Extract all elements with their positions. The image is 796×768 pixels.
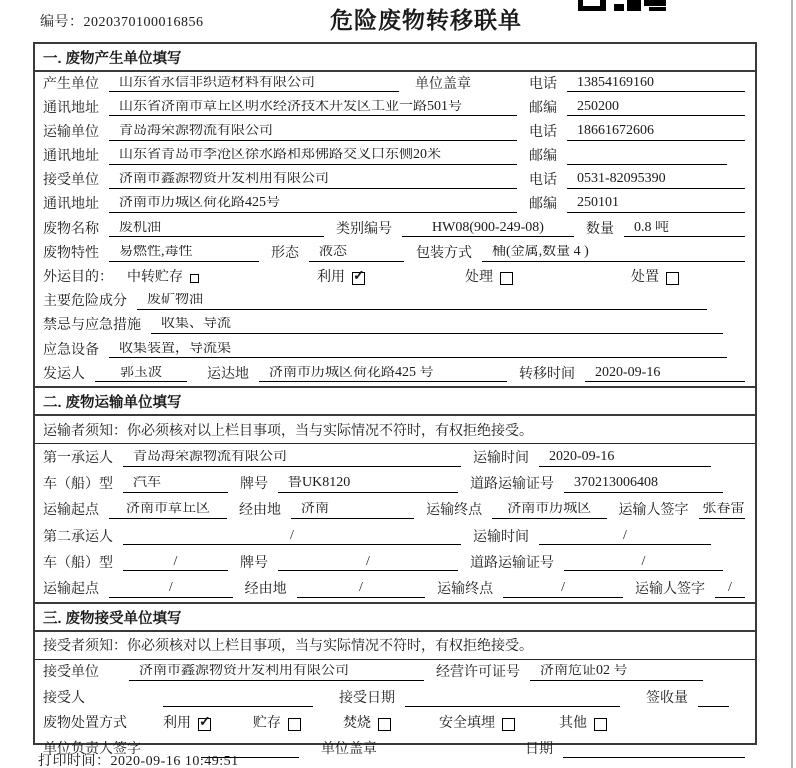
field-label: 邮编 <box>529 100 557 116</box>
field-label: 道路运输证号 <box>470 477 554 493</box>
field-label: 经由地 <box>239 503 282 519</box>
checkbox-label: 其他 <box>559 716 587 732</box>
checkbox-option <box>631 271 679 286</box>
fill-in-field: 青岛海荣源物流有限公司 <box>109 124 517 141</box>
checkbox-label: 中转贮存 <box>127 270 183 285</box>
form-row <box>35 549 755 575</box>
field-label: 电话 <box>529 173 557 189</box>
field-label: 接受日期 <box>339 690 395 706</box>
fill-in-field: 济南市鑫源物资开发利用有限公司 <box>109 172 517 189</box>
fill-in-field: 汽车 <box>123 476 228 493</box>
serial-number: 2020370100016856 <box>83 15 204 30</box>
section-note-text: 接受者须知：你必须核对以上栏目事项，当与实际情况不符时，有权拒绝接受。 <box>43 639 533 655</box>
serial-label: 编号： <box>40 15 84 30</box>
form-row <box>35 266 755 290</box>
form-row <box>35 120 755 144</box>
field-label: 禁忌与应急措施 <box>43 318 141 334</box>
field-label: 经由地 <box>244 581 287 597</box>
form-row <box>35 497 755 523</box>
field-label: 车（船）型 <box>43 555 113 571</box>
field-label: 数量 <box>586 221 614 237</box>
checkbox-unchecked-icon <box>502 718 515 731</box>
fill-in-field: 收集装置，导流渠 <box>109 342 727 359</box>
section-note-text: 运输者须知：你必须核对以上栏目事项，当与实际情况不符时，有权拒绝接受。 <box>43 423 533 439</box>
fill-in-field: / <box>123 555 228 572</box>
checkbox-label: 处置 <box>631 270 659 285</box>
form-row <box>35 290 755 314</box>
static-text: 单位盖章 <box>415 76 471 92</box>
fill-in-field: / <box>109 581 233 598</box>
fill-in-field: 0531-82095390 <box>567 172 745 189</box>
field-label: 车（船）型 <box>43 477 113 493</box>
checkbox-option <box>559 717 607 732</box>
field-label: 运输起点 <box>43 581 99 597</box>
fill-in-field <box>698 690 729 707</box>
section-note <box>35 632 755 660</box>
checkbox-label: 焚烧 <box>343 716 371 732</box>
field-label: 外运目的： <box>43 270 113 285</box>
form-row <box>35 338 755 362</box>
fill-in-field: 收集、导流 <box>151 317 723 334</box>
fill-in-field <box>405 690 620 707</box>
field-label: 转移时间 <box>519 366 575 382</box>
checkbox-option <box>253 717 301 732</box>
form-row <box>35 96 755 120</box>
form-row <box>35 314 755 338</box>
field-label: 运输终点 <box>426 503 483 519</box>
fill-in-field: 废矿物油 <box>137 293 707 310</box>
field-label: 日期 <box>525 741 553 757</box>
field-label: 邮编 <box>529 149 557 165</box>
field-label: 运输时间 <box>473 529 529 545</box>
form-row <box>35 575 755 601</box>
form-row <box>35 711 755 737</box>
form-row <box>35 145 755 169</box>
form-row <box>35 471 755 497</box>
field-label: 运输单位 <box>43 124 99 140</box>
form-row <box>35 660 755 686</box>
field-label: 废物名称 <box>43 221 99 237</box>
fill-in-field: 济南市历城区 <box>492 502 606 519</box>
checkbox-unchecked-icon <box>594 718 607 731</box>
fill-in-field: 青岛海荣源物流有限公司 <box>123 450 461 467</box>
fill-in-field: 0.8 吨 <box>624 221 745 238</box>
fill-in-field: 济南市历城区荷花路425号 <box>109 196 517 213</box>
page-edge-line <box>791 0 793 768</box>
checkbox-unchecked-icon <box>190 274 199 283</box>
checkbox-label: 贮存 <box>253 716 281 732</box>
field-label: 接受人 <box>43 690 85 706</box>
field-label: 运输人签字 <box>618 503 689 519</box>
checkbox-checked-icon <box>352 272 365 285</box>
serial-number-line <box>40 11 204 31</box>
fill-in-field: 郭玉波 <box>95 366 187 383</box>
fill-in-field <box>563 741 745 758</box>
fill-in-field: / <box>539 529 711 546</box>
fill-in-field: 济南危证02 号 <box>530 664 703 681</box>
checkbox-option <box>465 271 513 286</box>
qr-code-fragment-icon <box>578 0 670 12</box>
fill-in-field: 济南 <box>291 502 414 519</box>
fill-in-field: 张春雷 <box>699 502 746 519</box>
fill-in-field: 鲁UK8120 <box>278 476 458 493</box>
field-label: 应急设备 <box>43 342 99 358</box>
field-label: 道路运输证号 <box>470 555 554 571</box>
field-label: 通讯地址 <box>43 197 99 213</box>
fill-in-field: / <box>123 529 461 546</box>
fill-in-field: / <box>564 555 723 572</box>
fill-in-field: 济南市历城区荷花路425 号 <box>259 366 507 383</box>
field-label: 单位负责人签字 <box>43 741 141 757</box>
fill-in-field: 山东省永信非织造材料有限公司 <box>109 76 399 93</box>
checkbox-option <box>317 271 365 286</box>
form-row <box>35 217 755 241</box>
checkbox-option <box>163 717 211 732</box>
field-label: 通讯地址 <box>43 149 99 165</box>
fill-in-field <box>163 690 313 707</box>
field-label: 接受单位 <box>43 665 99 681</box>
fill-in-field: / <box>715 581 745 598</box>
print-time-label: 打印时间： <box>38 754 111 768</box>
field-label: 形态 <box>271 245 299 261</box>
form-section-2 <box>35 386 755 601</box>
print-time-line <box>38 750 239 768</box>
field-label: 通讯地址 <box>43 100 99 116</box>
document-title: 危险废物转移联单 <box>330 7 522 33</box>
field-label: 运输人签字 <box>635 581 705 597</box>
fill-in-field: 液态 <box>309 245 404 262</box>
fill-in-field: 易燃性,毒性 <box>109 245 259 262</box>
checkbox-option <box>439 717 515 732</box>
checkbox-label: 处理 <box>465 270 493 285</box>
form-section-1 <box>35 44 755 386</box>
field-label: 接受单位 <box>43 173 99 189</box>
fill-in-field: HW08(900-249-08) <box>402 221 574 238</box>
checkbox-label: 利用 <box>163 716 191 732</box>
field-label: 电话 <box>529 76 557 92</box>
field-label: 类别编号 <box>336 221 392 237</box>
field-label: 废物处置方式 <box>43 716 127 732</box>
field-label: 运达地 <box>207 366 249 382</box>
static-text: 单位盖章 <box>321 741 377 757</box>
form-row <box>35 444 755 470</box>
field-label: 第二承运人 <box>43 529 113 545</box>
fill-in-field: 济南市鑫源物资开发利用有限公司 <box>129 664 424 681</box>
fill-in-field: 13854169160 <box>567 76 745 93</box>
form-row <box>35 72 755 96</box>
checkbox-unchecked-icon <box>500 272 513 285</box>
checkbox-label: 安全填埋 <box>439 716 495 732</box>
checkbox-option <box>343 717 391 732</box>
checkbox-checked-icon <box>198 718 211 731</box>
fill-in-field: 济南市章丘区 <box>109 502 227 519</box>
form-row <box>35 241 755 265</box>
checkbox-option <box>127 271 199 286</box>
field-label: 运输终点 <box>437 581 494 597</box>
section-title: 三. 废物接受单位填写 <box>35 602 755 632</box>
fill-in-field <box>567 148 727 165</box>
fill-in-field: 山东省青岛市李沧区徐水路和郑佛路交叉口东侧20米 <box>109 148 517 165</box>
checkbox-unchecked-icon <box>288 718 301 731</box>
field-label: 第一承运人 <box>43 450 113 466</box>
form-row <box>35 193 755 217</box>
field-label: 运输起点 <box>43 503 99 519</box>
field-label: 牌号 <box>240 555 268 571</box>
section-title: 二. 废物运输单位填写 <box>35 386 755 416</box>
field-label: 电话 <box>529 124 557 140</box>
form-section-3 <box>35 602 755 762</box>
fill-in-field: 废机油 <box>109 221 324 238</box>
fill-in-field: 2020-09-16 <box>585 366 745 383</box>
fill-in-field: 18661672606 <box>567 124 745 141</box>
checkbox-unchecked-icon <box>666 272 679 285</box>
form-row <box>35 685 755 711</box>
field-label: 牌号 <box>240 477 268 493</box>
field-label: 运输时间 <box>473 450 529 466</box>
fill-in-field: 370213006408 <box>564 476 723 493</box>
field-label: 废物特性 <box>43 245 99 261</box>
form-row <box>35 169 755 193</box>
form-row <box>35 523 755 549</box>
field-label: 包装方式 <box>416 245 472 261</box>
fill-in-field: 山东省济南市章丘区明水经济技术开发区工业一路501号 <box>109 100 517 117</box>
field-label: 产生单位 <box>43 76 99 92</box>
fill-in-field: / <box>278 555 458 572</box>
field-label: 发运人 <box>43 366 85 382</box>
field-label: 邮编 <box>529 197 557 213</box>
fill-in-field: 桶(金属,数量 4 ) <box>482 245 745 262</box>
field-label: 经营许可证号 <box>436 665 520 681</box>
form-row <box>35 362 755 386</box>
fill-in-field: 250200 <box>567 100 745 117</box>
print-time-value: 2020-09-16 10:49:51 <box>110 754 239 768</box>
fill-in-field: / <box>503 581 623 598</box>
fill-in-field: 250101 <box>567 196 745 213</box>
field-label: 签收量 <box>646 690 688 706</box>
checkbox-label: 利用 <box>317 270 345 285</box>
field-label: 主要危险成分 <box>43 294 127 310</box>
fill-in-field: 2020-09-16 <box>539 450 711 467</box>
section-title: 一. 废物产生单位填写 <box>35 44 755 72</box>
fill-in-field: / <box>297 581 426 598</box>
section-note <box>35 416 755 444</box>
checkbox-unchecked-icon <box>378 718 391 731</box>
manifest-form-table <box>33 42 757 757</box>
